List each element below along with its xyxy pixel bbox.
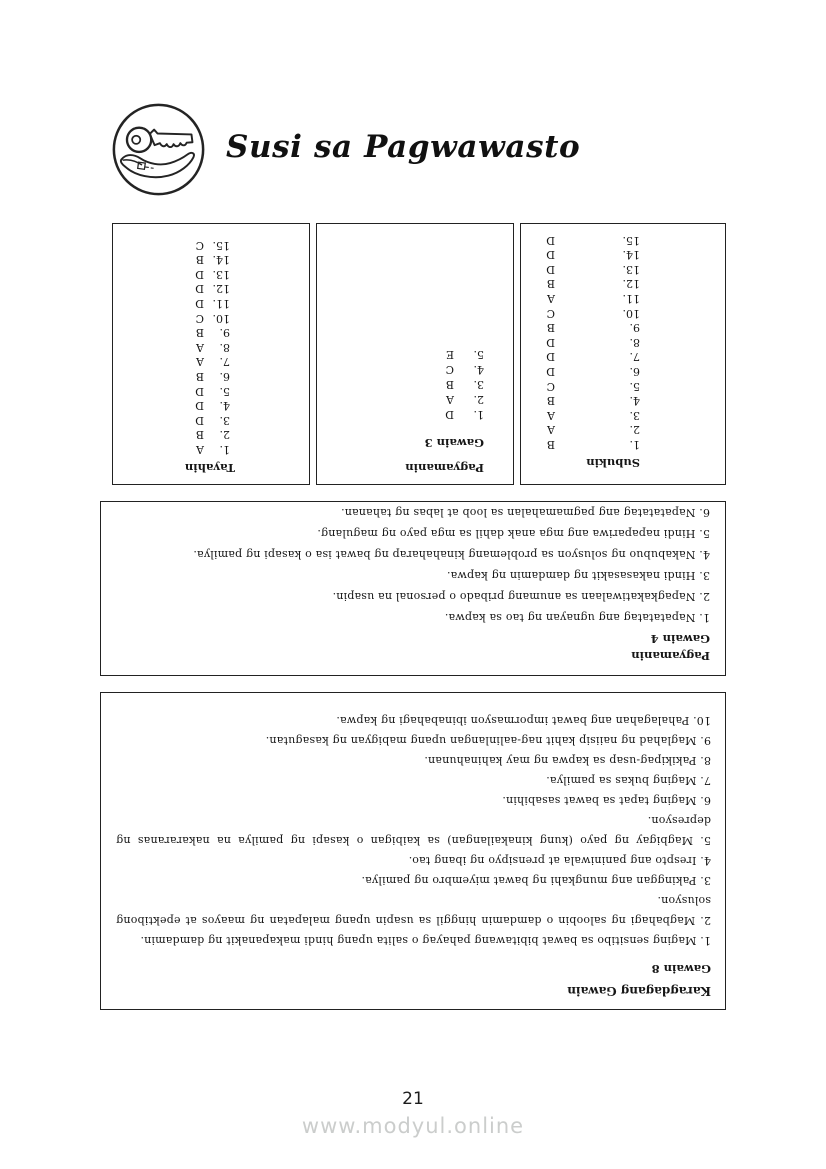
answer-row [527, 363, 640, 378]
list-item: 2. Napagkakatiwalaan sa anumang pribado o personal na usapin. [332, 590, 710, 603]
answer-letter: D [546, 350, 555, 364]
answer-letter: E [445, 348, 454, 361]
answer-letter: D [546, 262, 555, 276]
answer-row [527, 247, 640, 262]
answer-letter: D [195, 282, 204, 296]
list-item: 4. Nakabubuo ng solusyon sa problemang kinahaharap ng bawat isa o kasapi ng pamilya. [193, 548, 710, 561]
answer-row [119, 354, 230, 369]
answer-letter: C [195, 238, 204, 252]
answer-letter: D [546, 365, 555, 379]
answer-number: 2. [219, 428, 230, 442]
answer-row [119, 281, 230, 296]
answer-row [119, 412, 230, 427]
answer-letter: A [547, 423, 555, 437]
list-item-continuation: depresyon. [647, 814, 711, 827]
answer-number: 4. [219, 399, 230, 413]
answer-row [119, 383, 230, 398]
answer-letter: D [195, 297, 204, 311]
answer-row [323, 347, 484, 362]
answer-number: 12. [212, 282, 230, 296]
answer-letter: A [196, 443, 204, 456]
answer-row [527, 276, 640, 291]
answer-row [527, 436, 640, 451]
answer-letter: B [546, 438, 555, 451]
answer-number: 5. [473, 348, 484, 361]
answer-key-box-karagdagang-gawain [100, 692, 726, 1010]
box-title-pagyamanin: Pagyamanin [405, 461, 484, 475]
answer-letter: D [195, 413, 204, 427]
answer-row [527, 422, 640, 437]
answer-row [527, 305, 640, 320]
list-item-continuation: solusyon. [657, 894, 711, 907]
answer-row [119, 398, 230, 413]
answer-row [119, 427, 230, 442]
list-item [116, 930, 711, 950]
box-title-subukin: Subukin [586, 456, 640, 470]
answer-number: 7. [219, 355, 230, 369]
answer-number: 6. [629, 365, 640, 379]
list-item [116, 790, 711, 810]
list-item-text: 10. Pahalagahan ang bawat impormasyon ibinabahagi ng kapwa. [336, 714, 711, 727]
answer-row [323, 362, 484, 377]
answer-letter: A [446, 393, 454, 406]
answer-number: 3. [629, 408, 640, 422]
watermark-text: www.modyul.online [301, 1114, 525, 1138]
answer-key-box-pagyamanin-gawain-4 [100, 501, 726, 676]
answer-number: 3. [473, 378, 484, 391]
gawain-8-items [116, 710, 711, 950]
list-item-text: 1. Maging sensitibo sa bawat bibitawang pahayag o salita upang hindi makapanakit ng damdamin. [140, 934, 711, 947]
list-item-text: 3. Pakinggan ang mungkahi ng bawat miyembro ng pamilya. [361, 874, 711, 887]
answer-number: 15. [622, 233, 640, 247]
answer-number: 6. [219, 370, 230, 384]
answer-number: 12. [622, 277, 640, 291]
answer-letter: D [195, 399, 204, 413]
list-item-text: 4. Irespto ang paniniwala at prensipyo ng ibang tao. [408, 854, 711, 867]
list-item [116, 770, 711, 790]
answer-row [527, 261, 640, 276]
list-item [116, 730, 711, 750]
answer-letter: A [196, 340, 204, 354]
list-item [116, 870, 711, 890]
answer-number: 1. [473, 408, 484, 421]
answer-letter: B [195, 428, 204, 442]
gawain-4-items [117, 502, 710, 628]
list-item-text: 5. Magbigay ng payo (kung kinakailangan) sa kaibigan o kasapi ng pamilya na nakararanas ng [116, 834, 711, 847]
answer-row [119, 237, 230, 252]
answer-letter: C [195, 311, 204, 325]
list-item: 6. Napatatatag ang pagmamahalan sa loob at labas ng tahanan. [340, 506, 710, 519]
answer-letter: C [445, 363, 454, 376]
list-item: 5. Hindi napapariwa ang mga anak dahil sa mga payo ng magulang. [317, 527, 710, 540]
answer-letter: B [445, 378, 454, 391]
list-item [116, 710, 711, 730]
answer-row [119, 325, 230, 340]
answer-number: 3. [219, 413, 230, 427]
answer-letter: A [196, 355, 204, 369]
answer-row [119, 339, 230, 354]
page-title: Susi sa Pagwawasto [226, 129, 581, 165]
answer-row [527, 378, 640, 393]
answer-letter: B [195, 253, 204, 267]
answer-number: 9. [219, 326, 230, 340]
answer-number: 11. [212, 297, 230, 311]
answer-list-tayahin [119, 237, 235, 456]
list-item: 3. Hindi nakasasakit ng damdamin ng kapwa. [446, 569, 710, 582]
answer-number: 8. [629, 335, 640, 349]
answer-row [323, 407, 484, 422]
answer-row [119, 295, 230, 310]
page-number: 21 [402, 1089, 424, 1109]
box-subtitle-gawain-4: Gawain 4 [650, 632, 710, 646]
answer-number: 2. [629, 423, 640, 437]
answer-letter: D [195, 384, 204, 398]
answer-letter: D [195, 267, 204, 281]
answer-row [527, 334, 640, 349]
answer-number: 2. [473, 393, 484, 406]
answer-number: 5. [629, 379, 640, 393]
answer-number: 14. [212, 253, 230, 267]
answer-number: 7. [629, 350, 640, 364]
list-item-text: 6. Maging tapat sa bawat sasabihin. [502, 794, 711, 807]
answer-list-gawain-3 [323, 347, 484, 422]
box-title-karagdagang-gawain: Karagdagang Gawain [567, 984, 711, 998]
answer-letter: B [546, 321, 555, 335]
answer-number: 15. [212, 238, 230, 252]
answer-row [527, 320, 640, 335]
answer-number: 4. [629, 394, 640, 408]
answer-letter: B [195, 326, 204, 340]
box-subtitle-gawain-3: Gawain 3 [424, 436, 484, 450]
answer-key-box-tayahin [112, 223, 310, 485]
answer-row [527, 290, 640, 305]
answer-letter: C [546, 306, 555, 320]
answer-letter: B [546, 394, 555, 408]
answer-number: 4. [473, 363, 484, 376]
answer-row [527, 407, 640, 422]
answer-number: 9. [629, 321, 640, 335]
list-item [116, 890, 711, 930]
answer-letter: D [546, 233, 555, 247]
answer-number: 10. [212, 311, 230, 325]
box-subtitle-gawain-8: Gawain 8 [651, 962, 711, 976]
answer-row [323, 377, 484, 392]
answer-number: 13. [212, 267, 230, 281]
answer-key-box-subukin [520, 223, 726, 485]
answer-number: 11. [622, 292, 640, 306]
key-in-hand-icon [110, 101, 207, 198]
answer-letter: B [546, 277, 555, 291]
answer-number: 1. [219, 443, 230, 456]
box-title-tayahin: Tayahin [184, 461, 235, 475]
answer-row [323, 392, 484, 407]
list-item: 1. Napatatatag ang ugnayan ng tao sa kapwa. [444, 611, 710, 624]
box-title-pagyamanin-4: Pagyamanin [631, 649, 710, 663]
list-item [116, 810, 711, 850]
list-item-text: 7. Maging bukas sa pamilya. [546, 774, 711, 787]
answer-row [527, 349, 640, 364]
answer-row [527, 393, 640, 408]
answer-letter: B [195, 370, 204, 384]
answer-list-subukin [527, 232, 640, 451]
list-item-text: 2. Magbahagi ng saloobin o damdamin hinggil sa usapin upang malapatan ng maayos at epektibong [116, 914, 711, 927]
answer-letter: D [445, 408, 454, 421]
answer-number: 5. [219, 384, 230, 398]
answer-number: 10. [622, 306, 640, 320]
answer-letter: D [546, 248, 555, 262]
answer-number: 1. [629, 438, 640, 451]
list-item [116, 850, 711, 870]
answer-row [527, 232, 640, 247]
list-item-text: 9. Maglahad ng naiisip kahit nag-aalinlangan upang mabigyan ng kasagutan. [265, 734, 711, 747]
answer-row [119, 310, 230, 325]
answer-row [119, 441, 230, 456]
answer-number: 13. [622, 262, 640, 276]
answer-letter: C [546, 379, 555, 393]
answer-row [119, 368, 230, 383]
answer-row [119, 266, 230, 281]
list-item [116, 750, 711, 770]
answer-key-box-pagyamanin-gawain-3 [316, 223, 514, 485]
answer-number: 14. [622, 248, 640, 262]
answer-letter: A [547, 408, 555, 422]
answer-letter: D [546, 335, 555, 349]
answer-row [119, 252, 230, 267]
answer-letter: A [547, 292, 555, 306]
list-item-text: 8. Pakikipag-usap sa kapwa ng may kahinahunan. [424, 754, 711, 767]
answer-number: 8. [219, 340, 230, 354]
